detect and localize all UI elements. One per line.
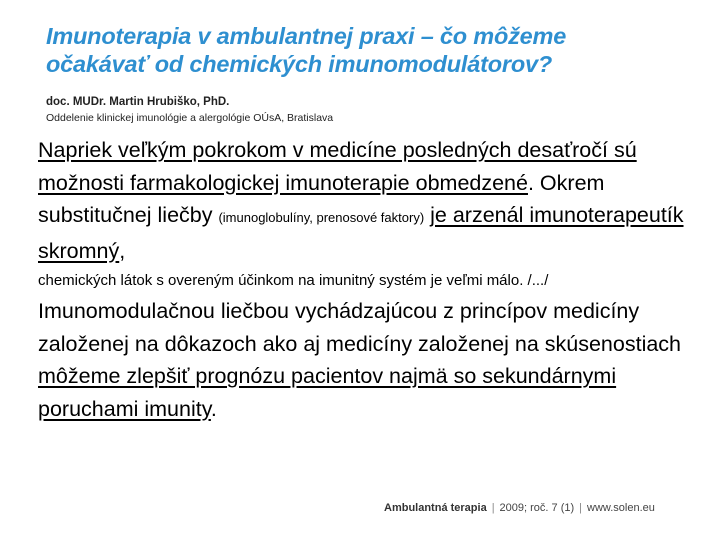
body-underlined-statement-1: Napriek veľkým pokrokom v medicíne posledných desaťročí sú možnosti farmakologickej imunoterapie obmedzené [38,138,637,195]
slide-body [38,134,702,425]
body-underlined-statement-2: je arzenál imunoterapeutík skromný [38,203,684,263]
author-name: doc. MUDr. Martin Hrubiško, PhD. [46,96,230,108]
title-line-1: Imunoterapia v ambulantnej praxi – čo môžeme [46,23,567,49]
page-title [46,22,706,78]
footer-journal: Ambulantná terapia [384,502,487,514]
title-line-2: očakávať od chemických imunomodulátorov? [46,51,553,77]
body-small-line: chemických látok s overeným účinkom na imunitný systém je veľmi málo. /.../ [38,272,549,289]
body-period: . [210,396,217,421]
footer-separator-2: | [579,502,582,514]
author-affiliation: Oddelenie klinickej imunológie a alergológie OÚsA, Bratislava [46,112,334,124]
body-text-1: . Okrem substitučnej liečby [38,170,605,227]
footer-website[interactable]: www.solen.eu [587,502,655,514]
body-comma: , [119,238,126,263]
body-underlined-statement-3: môžeme zlepšiť prognózu pacientov najmä so sekundárnymi poruchami imunity [38,364,617,421]
footer-separator-1: | [491,502,495,514]
footer-citation [384,502,655,514]
body-parenthetical: (imunoglobulíny, prenosové faktory) [218,210,425,225]
footer-issue: 2009; roč. 7 (1) [499,502,575,514]
body-text-2: Imunomodulačnou liečbou vychádzajúcou z princípov medicíny založenej na dôkazoch ako aj medicíny založenej na skúsenostiach [38,299,682,356]
